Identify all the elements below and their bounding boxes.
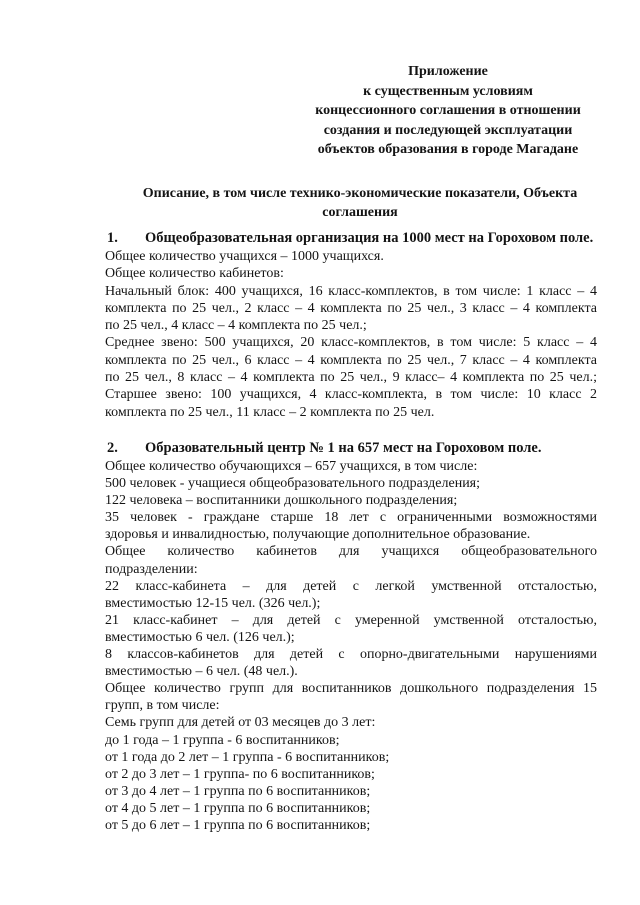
text-line: Общее количество групп для воспитанников дошкольного подразделения 15 — [105, 681, 597, 697]
text-line: Общее количество учащихся – 1000 учащихся. — [105, 249, 384, 264]
appendix-line: объектов образования в городе Магадане — [317, 142, 579, 157]
appendix-header — [298, 62, 598, 160]
text-line: вместимостью 6 чел. (126 чел.); — [105, 629, 295, 645]
text-line: Общее количество кабинетов для учащихся общеобразовательного — [105, 544, 597, 560]
text-line: здоровья и инвалидностью, получающие дополнительное образование. — [105, 527, 531, 543]
section-2 — [105, 439, 597, 834]
text-line: комплекта по 25 чел., 2 класс – 4 комплекта по 25 чел., 3 класс – 4 комплекта — [105, 300, 597, 316]
description-title — [100, 184, 620, 222]
text-line: 8 классов-кабинетов для детей с опорно-двигательными нарушениями — [105, 647, 597, 663]
text-line: Среднее звено: 500 учащихся, 20 класс-комплектов, в том числе: 5 класс – 4 — [105, 335, 597, 351]
section-number: 2. — [107, 440, 118, 456]
text-line: вместимостью 12-15 чел. (326 чел.); — [105, 595, 321, 611]
text-line: Общее количество кабинетов: — [105, 266, 284, 282]
text-line: по 25 чел., 4 класс – 4 комплекта по 25 чел.; — [105, 318, 367, 334]
text-line: Семь групп для детей от 03 месяцев до 3 лет: — [105, 715, 376, 731]
text-line: 122 человека – воспитанники дошкольного подразделения; — [105, 493, 458, 509]
text-line: 21 класс-кабинет – для детей с умеренной умственной отсталостью, — [105, 612, 597, 628]
text-line: Общее количество обучающихся – 657 учащихся, в том числе: — [105, 459, 478, 474]
section-title: Общеобразовательная организация на 1000 мест на Гороховом поле. — [145, 230, 594, 246]
section-number: 1. — [107, 230, 118, 246]
appendix-line: Приложение — [408, 64, 488, 79]
text-line: подразделении: — [105, 561, 198, 577]
text-line: от 2 до 3 лет – 1 группа- по 6 воспитанников; — [105, 766, 375, 782]
text-line: от 5 до 6 лет – 1 группа по 6 воспитанников; — [105, 817, 371, 833]
text-line: от 3 до 4 лет – 1 группа по 6 воспитанников; — [105, 783, 371, 799]
section-body — [105, 458, 597, 834]
section-1 — [105, 229, 597, 421]
section-body — [105, 248, 597, 421]
text-line: вместимостью – 6 чел. (48 чел.). — [105, 664, 298, 680]
text-line: от 4 до 5 лет – 1 группа по 6 воспитанников; — [105, 800, 371, 816]
text-line: комплекта по 25 чел., 11 класс – 2 комплекта по 25 чел. — [105, 404, 435, 420]
section-heading — [105, 439, 597, 458]
appendix-line: создания и последующей эксплуатации — [323, 122, 573, 138]
appendix-line: к существенным условиям — [363, 83, 533, 99]
section-title: Образовательный центр № 1 на 657 мест на Гороховом поле. — [145, 440, 542, 456]
section-heading — [105, 229, 597, 248]
text-line: 35 человек - граждане старше 18 лет с ограниченными возможностями — [105, 510, 597, 526]
text-line: групп, в том числе: — [105, 698, 220, 714]
description-title-line: соглашения — [322, 205, 398, 220]
text-line: по 25 чел., 8 класс – 4 комплекта по 25 чел., 9 класс– 4 комплекта по 25 чел.; — [105, 370, 597, 386]
text-line: до 1 года – 1 группа - 6 воспитанников; — [105, 732, 340, 748]
text-line: 22 класс-кабинета – для детей с легкой умственной отсталостью, — [105, 578, 597, 594]
description-title-line: Описание, в том числе технико-экономические показатели, Объекта — [142, 186, 578, 201]
text-line: 500 человек - учащиеся общеобразовательного подразделения; — [105, 476, 481, 492]
text-line: комплекта по 25 чел., 6 класс – 4 комплекта по 25 чел., 7 класс – 4 комплекта — [105, 352, 597, 368]
text-line: Начальный блок: 400 учащихся, 16 класс-комплектов, в том числе: 1 класс – 4 — [105, 283, 597, 299]
text-line: от 1 года до 2 лет – 1 группа - 6 воспитанников; — [105, 749, 390, 765]
appendix-line: концессионного соглашения в отношении — [315, 103, 581, 118]
text-line: Старшее звено: 100 учащихся, 4 класс-комплекта, в том числе: 10 класс 2 — [105, 387, 597, 403]
